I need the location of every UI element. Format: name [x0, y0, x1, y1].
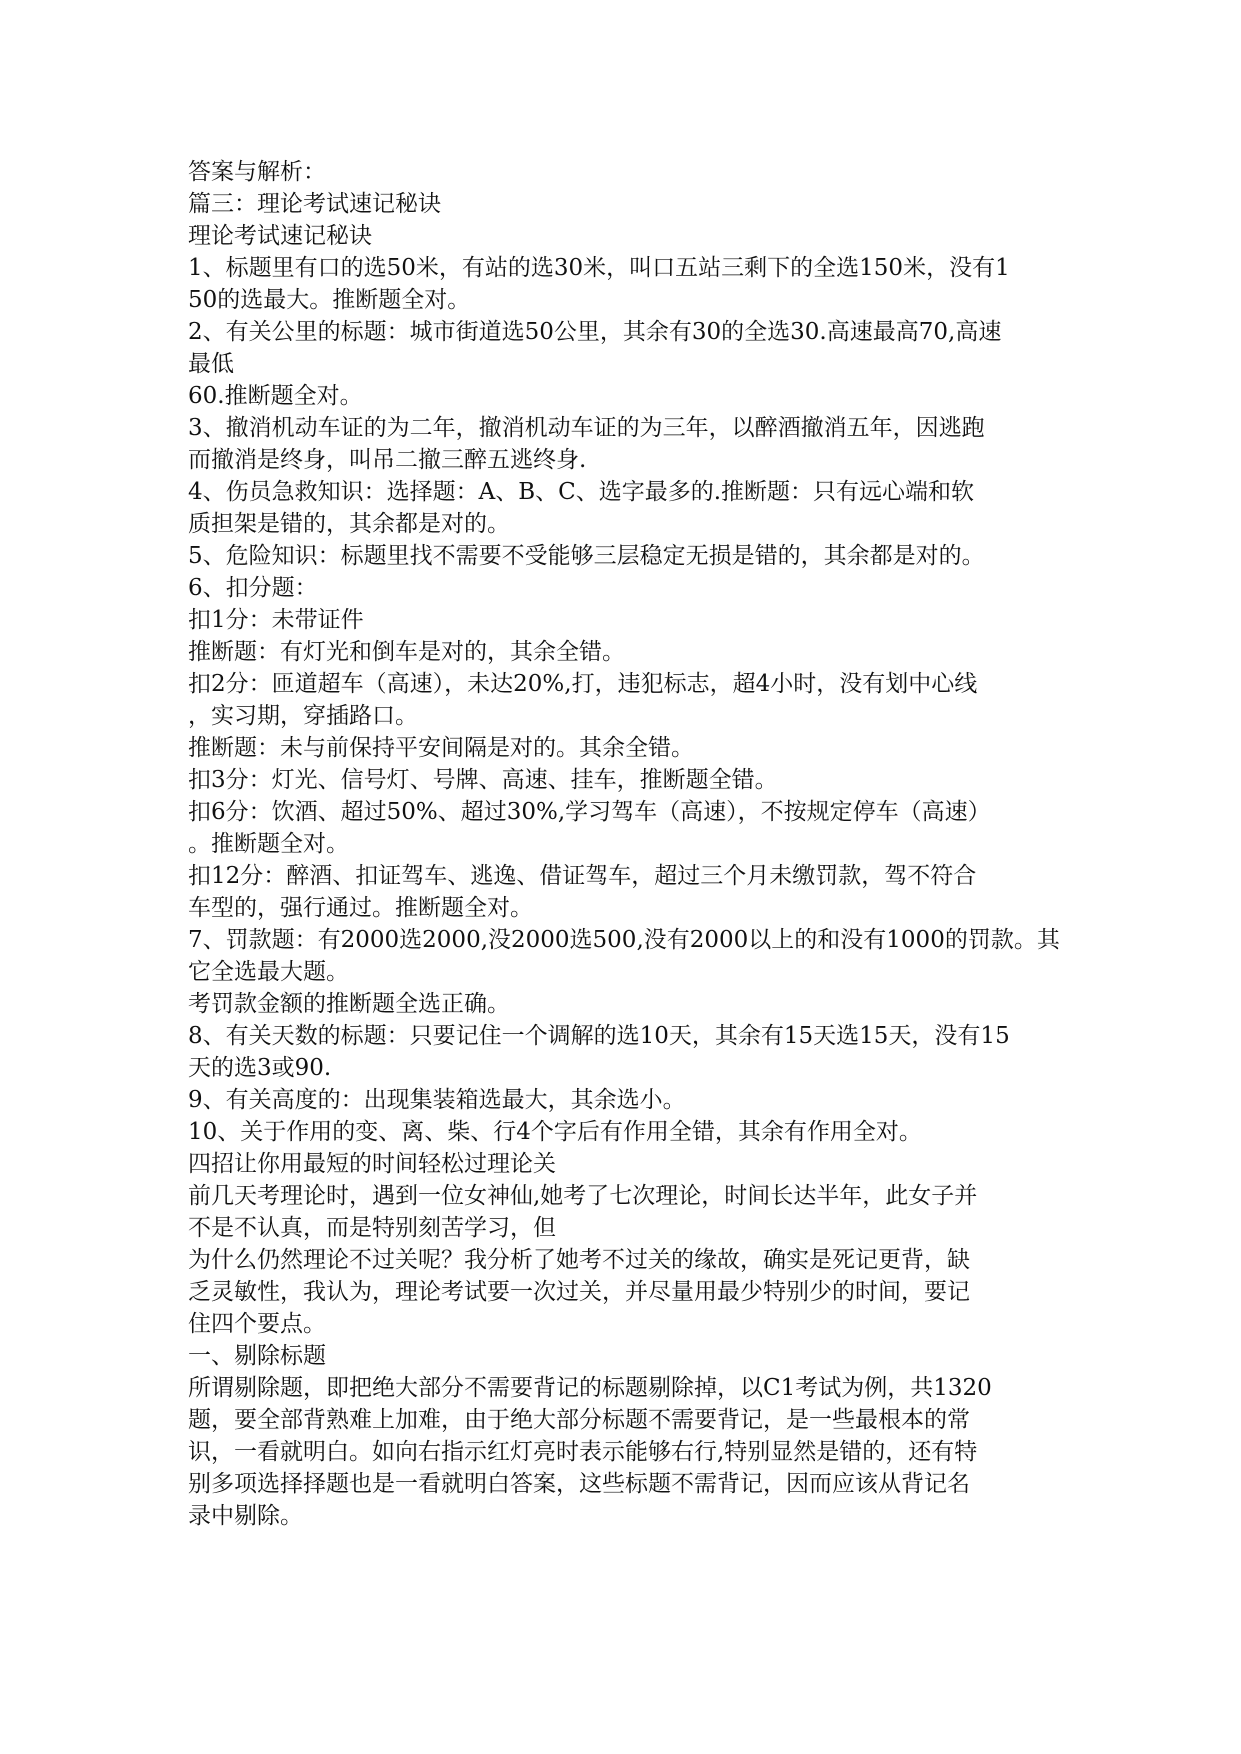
text-line: 扣2分：匝道超车（高速），未达20%,打，违犯标志，超4小时，没有划中心线: [188, 671, 978, 697]
text-line: 60.推断题全对。: [188, 383, 363, 409]
document-body: [188, 156, 1058, 1532]
text-line: 50的选最大。推断题全对。: [188, 287, 471, 313]
text-line: 车型的，强行通过。推断题全对。: [188, 895, 533, 921]
text-line: 3、撤消机动车证的为二年，撤消机动车证的为三年，以醉酒撤消五年，因逃跑: [188, 415, 985, 441]
text-line: 理论考试速记秘诀: [188, 223, 372, 249]
text-line: 题，要全部背熟难上加难，由于绝大部分标题不需要背记，是一些最根本的常: [188, 1407, 970, 1433]
text-line: 5、危险知识：标题里找不需要不受能够三层稳定无损是错的，其余都是对的。: [188, 543, 985, 569]
text-line: 它全选最大题。: [188, 959, 349, 985]
text-line: 最低: [188, 351, 234, 377]
text-line: 8、有关天数的标题：只要记住一个调解的选10天，其余有15天选15天，没有15: [188, 1023, 1010, 1049]
text-line: 。推断题全对。: [188, 831, 349, 857]
text-line: 质担架是错的，其余都是对的。: [188, 511, 510, 537]
text-line: 6、扣分题：: [188, 575, 318, 601]
text-line: 扣3分：灯光、信号灯、号牌、高速、挂车，推断题全错。: [188, 767, 778, 793]
text-line: 扣12分：醉酒、扣证驾车、逃逸、借证驾车，超过三个月未缴罚款，驾不符合: [188, 863, 977, 889]
text-line: 识，一看就明白。如向右指示红灯亮时表示能够右行,特别显然是错的，还有特: [188, 1439, 978, 1465]
text-line: 2、有关公里的标题：城市街道选50公里，其余有30的全选30.高速最高70,高速: [188, 319, 1002, 345]
text-line: 而撤消是终身，叫吊二撤三醉五逃终身.: [188, 447, 587, 473]
text-line: 4、伤员急救知识：选择题：A、B、C、选字最多的.推断题：只有远心端和软: [188, 479, 975, 505]
text-line: 不是不认真，而是特别刻苦学习，但: [188, 1215, 556, 1241]
text-line: 考罚款金额的推断题全选正确。: [188, 991, 510, 1017]
text-line: 篇三：理论考试速记秘诀: [188, 191, 441, 217]
text-line: 四招让你用最短的时间轻松过理论关: [188, 1151, 556, 1177]
text-line: 9、有关高度的：出现集装箱选最大，其余选小。: [188, 1087, 686, 1113]
text-line: 1、标题里有口的选50米，有站的选30米，叫口五站三剩下的全选150米，没有1: [188, 255, 1010, 281]
text-line: ，实习期，穿插路口。: [188, 703, 418, 729]
text-line: 为什么仍然理论不过关呢？我分析了她考不过关的缘故，确实是死记更背，缺: [188, 1247, 970, 1273]
text-line: 所谓剔除题，即把绝大部分不需要背记的标题剔除掉，以C1考试为例，共1320: [188, 1375, 992, 1401]
text-line: 扣1分：未带证件: [188, 607, 364, 633]
text-line: 扣6分：饮酒、超过50%、超过30%,学习驾车（高速），不按规定停车（高速）: [188, 799, 991, 825]
text-line: 别多项选择择题也是一看就明白答案，这些标题不需背记，因而应该从背记名: [188, 1471, 970, 1497]
text-line: 推断题：有灯光和倒车是对的，其余全错。: [188, 639, 625, 665]
text-line: 住四个要点。: [188, 1311, 326, 1337]
text-line: 7、罚款题：有2000选2000,没2000选500,没有2000以上的和没有1000的罚款。其: [188, 927, 1060, 953]
text-line: 10、关于作用的变、离、柴、行4个字后有作用全错，其余有作用全对。: [188, 1119, 922, 1145]
text-line: 推断题：未与前保持平安间隔是对的。其余全错。: [188, 735, 694, 761]
text-line: 一、剔除标题: [188, 1343, 326, 1369]
text-line: 录中剔除。: [188, 1503, 303, 1529]
text-line: 天的选3或90.: [188, 1055, 332, 1081]
text-line: 前几天考理论时，遇到一位女神仙,她考了七次理论，时间长达半年，此女子并: [188, 1183, 978, 1209]
text-line: 答案与解析：: [188, 159, 326, 185]
text-line: 乏灵敏性，我认为，理论考试要一次过关，并尽量用最少特别少的时间，要记: [188, 1279, 970, 1305]
